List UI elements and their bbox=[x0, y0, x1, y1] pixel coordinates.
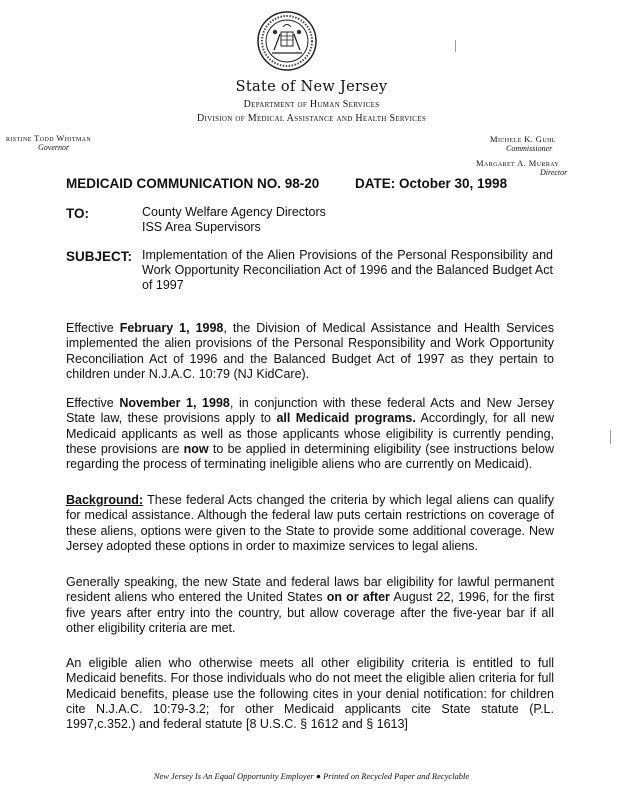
director-name: Margaret A. Murray bbox=[476, 158, 560, 168]
department-name: Department of Human Services bbox=[243, 99, 380, 110]
paragraph-eligible-alien: An eligible alien who otherwise meets all other eligibility criteria is entitled to full Medicaid benefits. For those individuals who do not meet the eligible alien criteria for full Medicaid benefits, please use the following cites in your denial notification: for children cite N.J.A.C. 10:79-3.2; for other Medicaid applicants cite State statute (P.L. 1997,c.352.) and federal statute [8 U.S.C. § 1612 and § 1613] bbox=[66, 656, 554, 732]
footer-text: Printed on Recycled Paper and Recyclable bbox=[323, 771, 470, 781]
to-label: TO: bbox=[66, 206, 89, 221]
text-run: to be applied in determining eligibility (see instructions below regarding the process of terminating ineligible aliens who are currently on Medicaid). bbox=[66, 441, 554, 472]
recipient-line: County Welfare Agency Directors bbox=[142, 205, 326, 219]
governor-title: Governor bbox=[38, 143, 70, 152]
recipient-line: ISS Area Supervisors bbox=[142, 220, 261, 234]
background-heading: Background: bbox=[66, 493, 144, 507]
commissioner-title: Commissioner bbox=[506, 144, 553, 153]
emphasis-date: February 1, 1998 bbox=[119, 321, 224, 335]
communication-number: MEDICAID COMMUNICATION NO. 98-20 bbox=[66, 176, 320, 191]
governor-name: ristine Todd Whitman bbox=[6, 133, 92, 143]
text-run: , in conjunction with these federal Acts and New Jersey State law, these provisions apply to bbox=[66, 396, 554, 426]
footer bbox=[0, 771, 623, 781]
text-run: August 22, 1996, for the first five years after entry into the country, but allow coverage after the five-year bar if all other eligibility criteria are met. bbox=[66, 590, 554, 635]
paragraph-effective-feb bbox=[66, 321, 554, 382]
footer-text: New Jersey Is An Equal Opportunity Employer bbox=[153, 771, 314, 781]
governor-block bbox=[6, 133, 91, 152]
scan-mark bbox=[455, 40, 456, 52]
subject-label: SUBJECT: bbox=[66, 249, 133, 264]
emphasis-text: now bbox=[183, 441, 209, 456]
text-run: Effective bbox=[66, 321, 120, 335]
emphasis-date: November 1, 1998 bbox=[119, 396, 230, 410]
paragraph-effective-nov bbox=[66, 396, 554, 472]
bullet-icon: ● bbox=[315, 771, 324, 781]
emphasis-text: all Medicaid programs. bbox=[276, 411, 416, 426]
director-block bbox=[476, 158, 567, 177]
commissioner-name: Michele K. Guhl bbox=[490, 134, 556, 144]
state-seal-icon bbox=[256, 10, 318, 72]
recipients bbox=[142, 205, 326, 235]
scan-mark bbox=[610, 430, 611, 444]
director-title: Director bbox=[540, 168, 568, 177]
text-run: , the Division of Medical Assistance and Health Services implemented the alien provisions of the Personal Responsibility and Work Opportunity Reconciliation Act of 1996 and the Balanced Budget Act of 1997 as they pertain to children under N.J.A.C. 10:79 (NJ KidCare). bbox=[66, 321, 555, 381]
text-run: Generally speaking, the new State and federal laws bar eligibility for lawful permanent resident aliens who entered the United States bbox=[66, 575, 554, 605]
commissioner-block bbox=[490, 134, 556, 153]
emphasis-text: on or after bbox=[326, 590, 390, 605]
date-value: October 30, 1998 bbox=[399, 176, 508, 191]
division-name: Division of Medical Assistance and Health Services bbox=[196, 113, 427, 124]
memo-date bbox=[355, 176, 507, 191]
date-label: DATE: bbox=[355, 176, 396, 191]
text-run: These federal Acts changed the criteria by which legal aliens can qualify for medical assistance. Although the federal law puts certain restrictions on coverage of these aliens, options were given to the State to provide some additional coverage. New Jersey adopted these options in order to maximize services to legal aliens. bbox=[66, 493, 554, 553]
paragraph-background bbox=[66, 493, 554, 554]
subject-text: Implementation of the Alien Provisions of the Personal Responsibility and Work Opportunity Reconciliation Act of 1996 and the Balanced Budget Act of 1997 bbox=[142, 248, 553, 292]
state-title: State of New Jersey bbox=[235, 79, 388, 95]
paragraph-general bbox=[66, 575, 554, 636]
text-run: Effective bbox=[66, 396, 120, 410]
text-run: Accordingly, for all new Medicaid applicants as well as those applicants whose eligibility is currently pending, these provisions are bbox=[66, 411, 554, 456]
